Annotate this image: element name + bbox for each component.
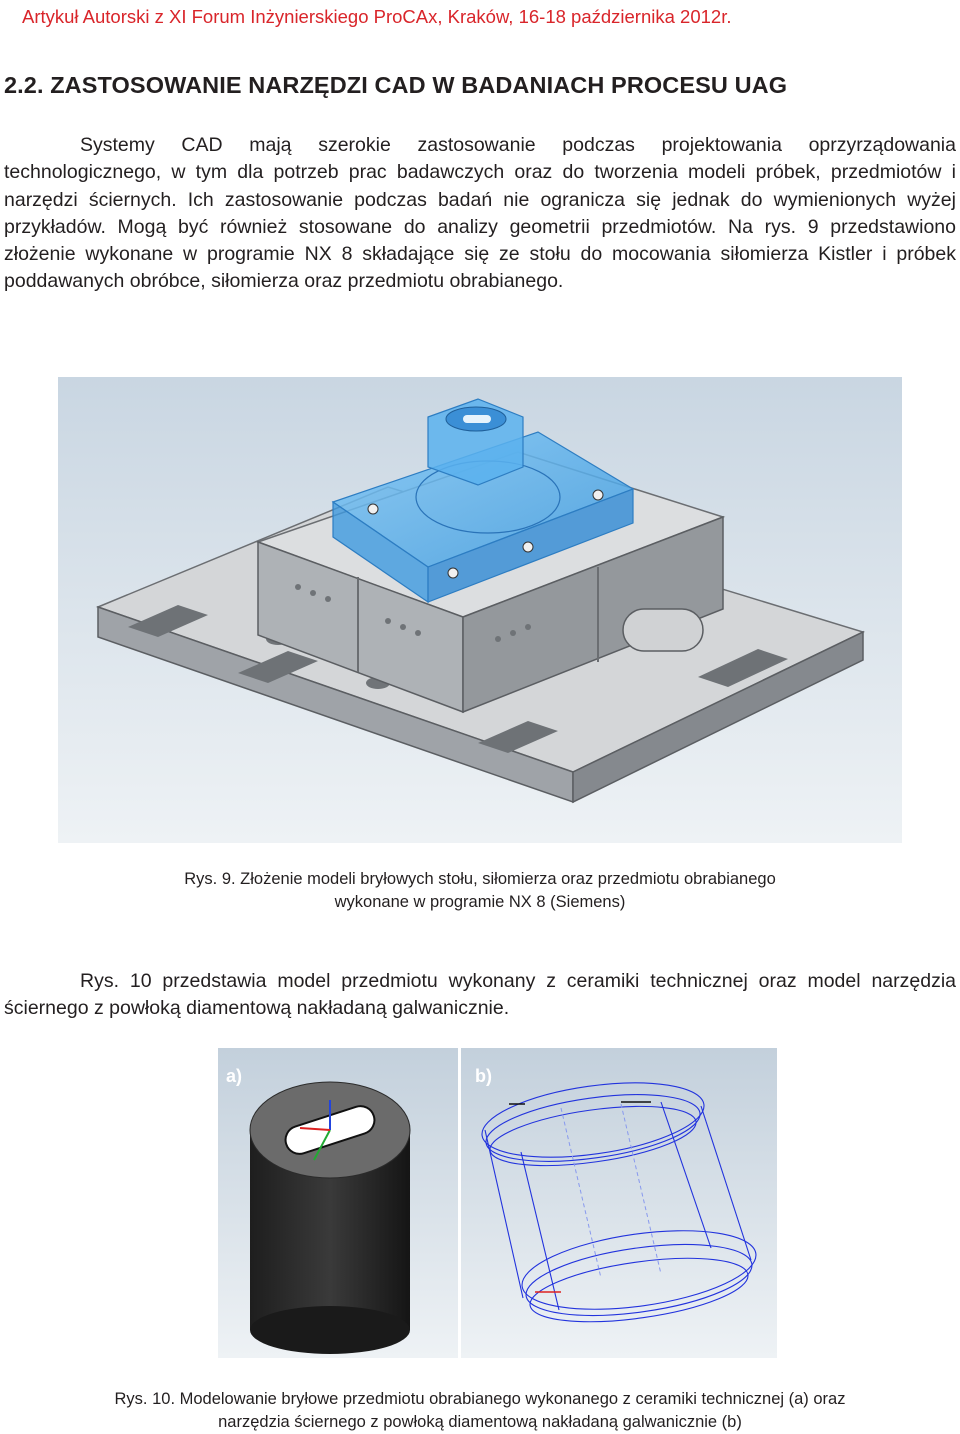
- figure-9-caption-line-2: wykonane w programie NX 8 (Siemens): [334, 893, 626, 911]
- figure-10-caption: [0, 1388, 960, 1434]
- paragraph-1-text: Systemy CAD mają szerokie zastosowanie podczas projektowania oprzyrządowania technologicznego, w tym dla potrzeb prac badawczych oraz do tworzenia modeli próbek, przedmiotów i narzędzi ściernych. Ich zastosowanie podczas badań nie ogranicza się jednak do wymienionych wyżej przykładów. Mogą być również stosowane do analizy geometrii przedmiotów. Na rys. 9 przedstawiono złożenie wykonane w programie NX 8 składające się ze stołu do mocowania siłomierza Kistler i próbek poddawanych obróbce, siłomierza oraz przedmiotu obrabianego.: [4, 134, 956, 293]
- figure-10-caption-line-2: narzędzia ściernego z powłoką diamentową nakładaną galwanicznie (b): [218, 1413, 742, 1431]
- paragraph-2-text: Rys. 10 przedstawia model przedmiotu wykonany z ceramiki technicznej oraz model narzędzia ściernego z powłoką diamentową nakładaną galwanicznie.: [4, 970, 956, 1020]
- paragraph-2: [4, 968, 956, 1023]
- figure-10a-label: a): [226, 1066, 243, 1086]
- figure-10b-label: b): [475, 1066, 492, 1086]
- figure-9-caption-line-1: Rys. 9. Złożenie modeli bryłowych stołu, siłomierza oraz przedmiotu obrabianego: [184, 870, 776, 888]
- figure-9-caption: [0, 868, 960, 914]
- figure-10b-grinding-tool-wireframe: [461, 1048, 777, 1358]
- figure-10-caption-line-1: Rys. 10. Modelowanie bryłowe przedmiotu obrabianego wykonanego z ceramiki technicznej (a) oraz: [114, 1390, 846, 1408]
- figure-10a-ceramic-workpiece: [218, 1048, 458, 1358]
- paragraph-1: [4, 132, 956, 296]
- section-heading: 2.2. ZASTOSOWANIE NARZĘDZI CAD W BADANIACH PROCESU UAG: [4, 72, 788, 98]
- running-header: Artykuł Autorski z XI Forum Inżynierskiego ProCAx, Kraków, 16-18 października 2012r.: [22, 6, 732, 27]
- figure-9-cad-assembly: [58, 377, 902, 843]
